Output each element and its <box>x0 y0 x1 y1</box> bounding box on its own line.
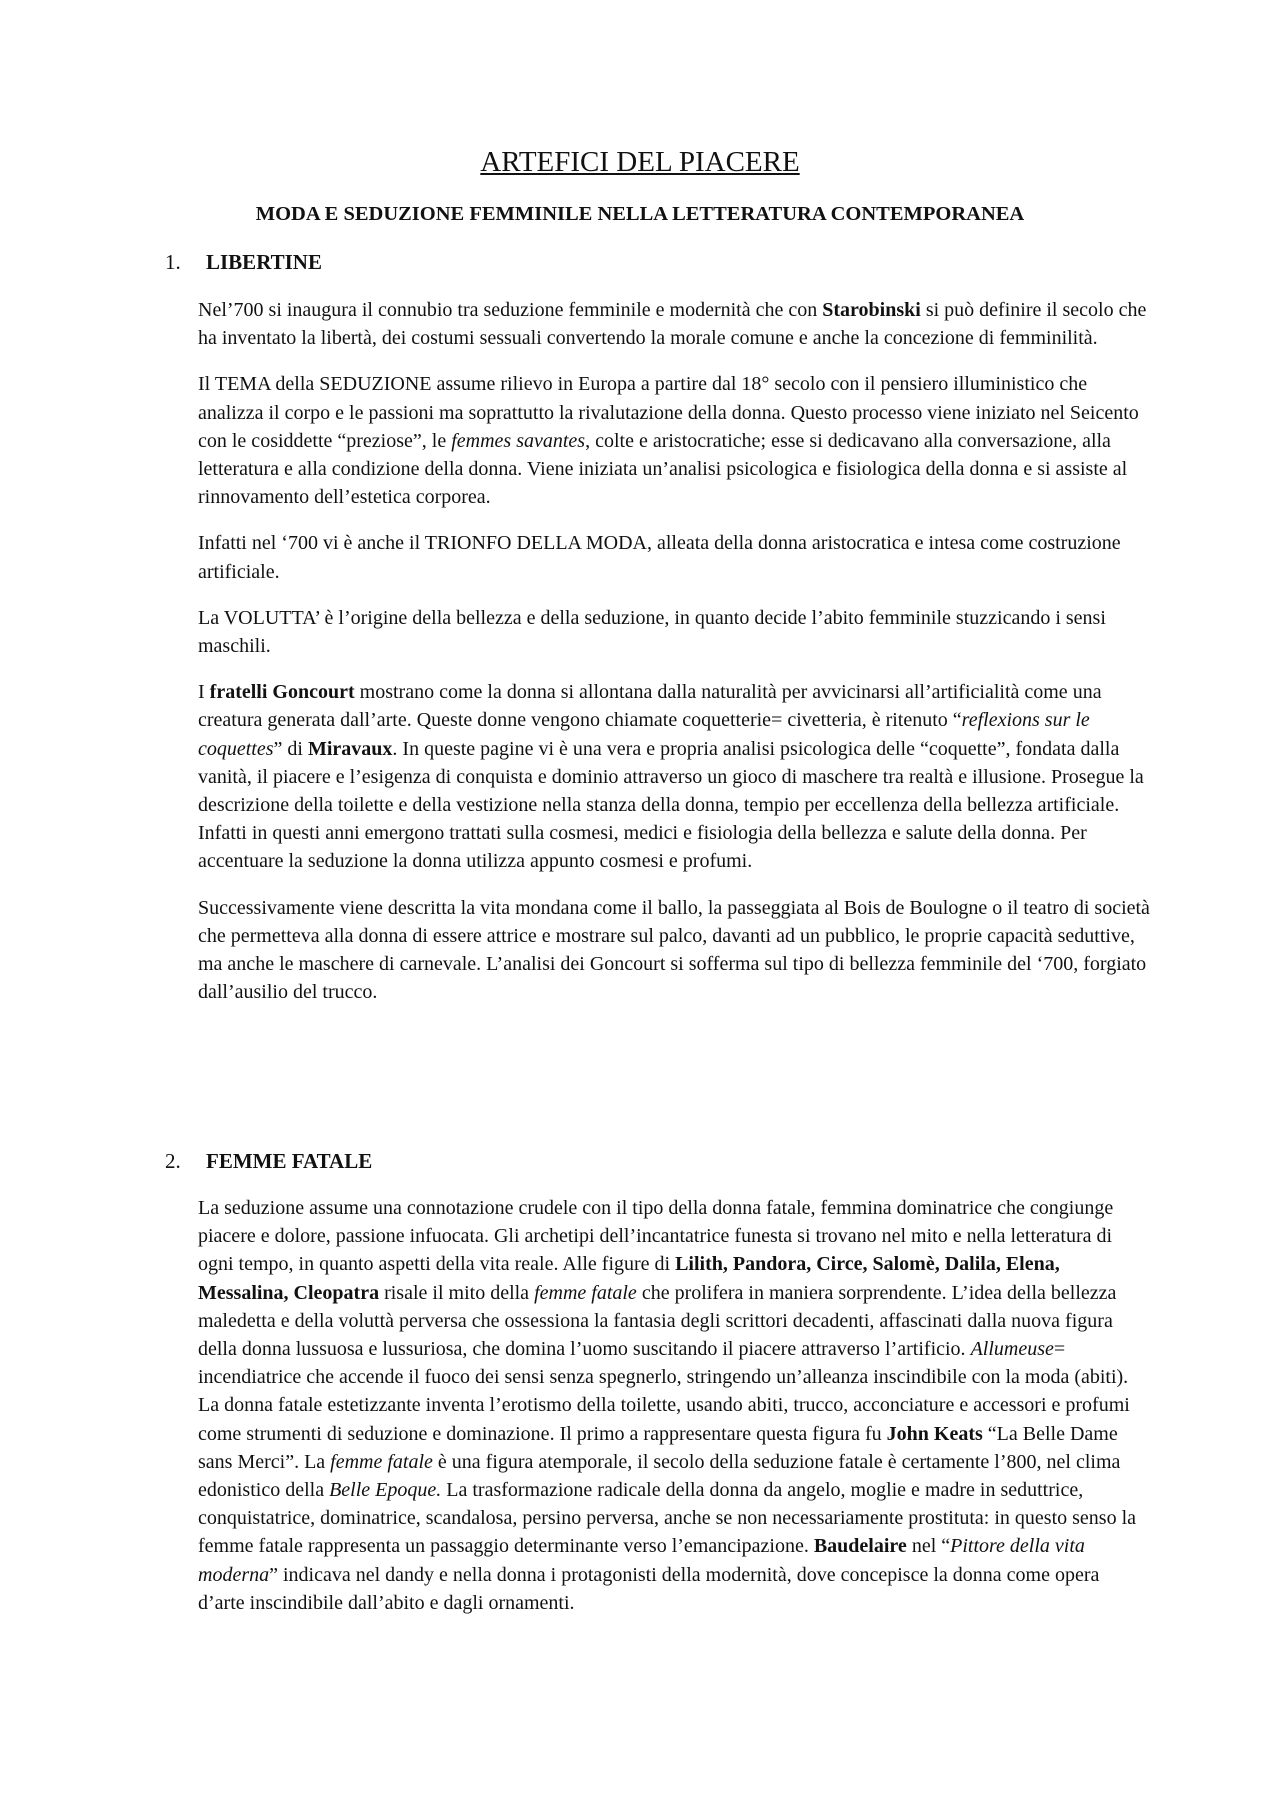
text-run: è una figura atemporale, il secolo della seduzione fatale è certamente l’800, nel clima edonistico della <box>198 1450 1121 1502</box>
text-run: ” indicava nel dandy e nella donna i protagonisti della modernità, dove concepisce la donna come opera d’arte inscindibile dall’abito e dagli ornamenti. <box>198 1563 1100 1614</box>
text-run: Il TEMA della SEDUZIONE assume rilievo in Europa a partire dal 18° secolo con il pensiero illuministico che analizza il corpo e le passioni ma soprattutto la rivalutazione della donna. Questo processo viene iniziato nel Seicento con le cosiddette “preziose”, le <box>198 373 1139 452</box>
text-run: “La Belle Dame sans Merci”. La <box>198 1422 1118 1473</box>
section-number: 1. <box>165 250 181 274</box>
text-run: Successivamente viene descritta la vita mondana come il ballo, la passeggiata al Bois de Boulogne o il teatro di società che permetteva alla donna di essere attrice e mostrare sul palco, davanti ad un pubblico, le proprie capacità seduttive, ma anche le maschere di carnevale. L’analisi dei Goncourt si sofferma sul tipo di bellezza femminile del ‘700, forgiato dall’ausilio del trucco. <box>198 896 1150 1004</box>
text-run: nel “ <box>906 1535 951 1558</box>
text-run: I <box>198 681 210 704</box>
document-subtitle: MODA E SEDUZIONE FEMMINILE NELLA LETTERATURA CONTEMPORANEA <box>255 203 1025 225</box>
section-heading-libertine <box>165 250 322 275</box>
italic-text: Allumeuse <box>970 1338 1054 1361</box>
paragraph <box>198 296 1150 352</box>
paragraph <box>198 529 1150 585</box>
document-title: ARTEFICI DEL PIACERE <box>480 146 800 178</box>
bold-text: John Keats <box>886 1422 983 1445</box>
text-run: che prolifera in maniera sorprendente. L’idea della bellezza maledetta e della voluttà perversa che ossessiona la fantasia degli scrittori decadenti, affascinati dalla nuova figura della donna lussuosa e lussuriosa, che domina l’uomo suscitando il piacere attraverso l’artificio. <box>198 1281 1117 1361</box>
paragraph <box>198 894 1150 1007</box>
paragraph <box>198 370 1150 511</box>
italic-text: reflexions sur le coquettes <box>198 709 1090 760</box>
bold-text: Starobinski <box>822 299 921 321</box>
paragraph <box>198 604 1150 660</box>
bold-text: fratelli Goncourt <box>209 681 355 704</box>
italic-text: Pittore della vita moderna <box>198 1535 1085 1586</box>
section-number: 2. <box>165 1149 181 1173</box>
text-run: ” di <box>273 737 308 760</box>
text-run: La trasformazione radicale della donna da angelo, moglie e madre in seduttrice, conquistatrice, dominatrice, scandalosa, persino perversa, anche se non necessariamente prostituta: in questo senso la femme fatale rappresenta un passaggio determinante verso l’emancipazione. <box>198 1479 1137 1558</box>
text-run: risale il mito della <box>379 1281 535 1304</box>
bold-text: Baudelaire <box>813 1535 907 1558</box>
text-run: si può definire il secolo che ha inventato la libertà, dei costumi sessuali convertendo la morale comune e anche la concezione di femminilità. <box>198 299 1147 350</box>
section-body-libertine <box>198 296 1150 1024</box>
text-run: . In queste pagine vi è una vera e propria analisi psicologica delle “coquette”, fondata dalla vanità, il piacere e l’esigenza di conquista e dominio attraverso un gioco di maschere tra realtà e illusione. Prosegue la descrizione della toilette e della vestizione nella stanza della donna, tempio per eccellenza della bellezza artificiale. Infatti in questi anni emergono trattati sulla cosmesi, medici e fisiologia della bellezza e salute della donna. Per accentuare la seduzione la donna utilizza appunto cosmesi e profumi. <box>198 737 1144 873</box>
bold-text: Lilith, Pandora, Circe, Salomè, Dalila, Elena, Messalina, Cleopatra <box>198 1253 1060 1304</box>
text-run: La seduzione assume una connotazione crudele con il tipo della donna fatale, femmina dominatrice che congiunge piacere e dolore, passione infuocata. Gli archetipi dell’incantatrice funesta si trovano nel mito e nella letteratura di ogni tempo, in quanto aspetti della vita reale. Alle figure di <box>198 1197 1114 1276</box>
italic-text: femmes savantes <box>451 429 586 452</box>
italic-text: femme fatale <box>330 1450 433 1473</box>
text-run: , colte e aristocratiche; esse si dedicavano alla conversazione, alla letteratura e alla condizione della donna. Viene iniziata un’analisi psicologica e fisiologica della donna e si assiste al rinnovamento dell’estetica corporea. <box>198 429 1128 509</box>
text-run: = incendiatrice che accende il fuoco dei sensi senza spegnerlo, stringendo un’alleanza inscindibile con la moda (abiti). La donna fatale estetizzante inventa l’erotismo della toilette, usando abiti, trucco, acconciature e accessori e profumi come strumenti di seduzione e dominazione. Il primo a rappresentare questa figura fu <box>198 1338 1130 1445</box>
bold-text: Miravaux <box>307 737 393 760</box>
italic-text: femme fatale <box>534 1281 637 1304</box>
section-title: FEMME FATALE <box>206 1149 373 1173</box>
section-heading-femme-fatale <box>165 1149 372 1174</box>
text-run: La VOLUTTA’ è l’origine della bellezza e della seduzione, in quanto decide l’abito femminile stuzzicando i sensi maschili. <box>198 606 1106 658</box>
section-body-femme-fatale <box>198 1194 1150 1635</box>
text-run: mostrano come la donna si allontana dalla naturalità per avvicinarsi all’artificialità come una creatura generata dall’arte. Queste donne vengono chiamate coquetterie= civetteria, è ritenuto “ <box>198 681 1102 732</box>
italic-text: Belle Epoque. <box>329 1479 442 1502</box>
paragraph <box>198 1194 1150 1617</box>
text-run: Infatti nel ‘700 vi è anche il TRIONFO DELLA MODA, alleata della donna aristocratica e intesa come costruzione artificiale. <box>198 532 1121 583</box>
paragraph <box>198 678 1150 875</box>
text-run: Nel’700 si inaugura il connubio tra seduzione femminile e modernità che con <box>198 299 823 321</box>
section-title: LIBERTINE <box>206 250 322 274</box>
